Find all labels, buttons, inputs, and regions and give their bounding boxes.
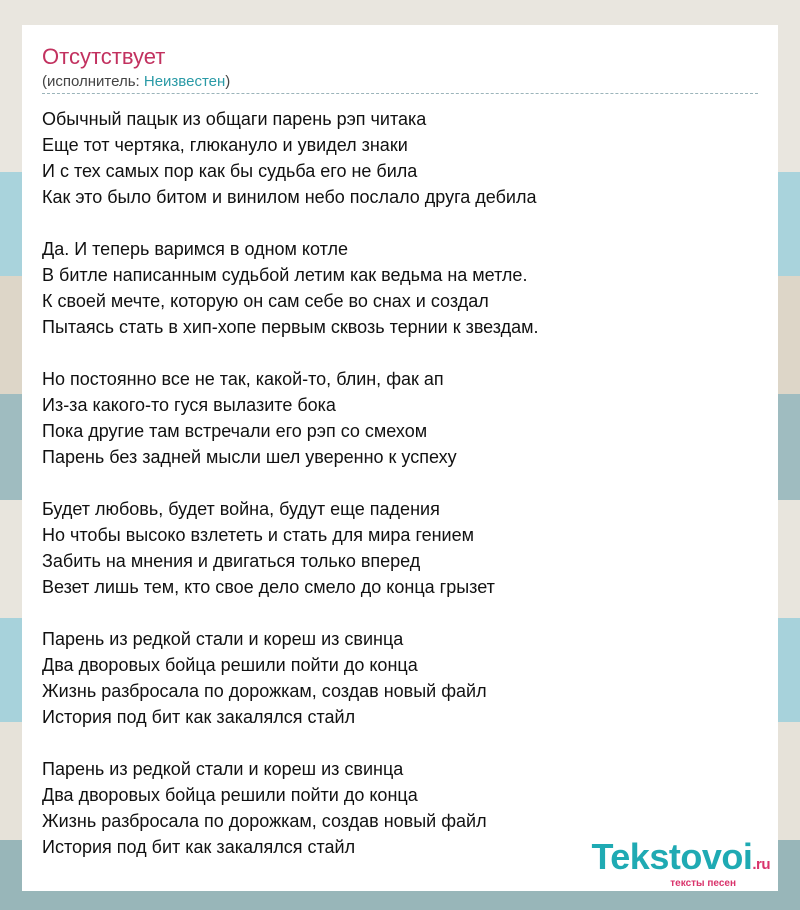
artist-prefix: (исполнитель: xyxy=(42,73,144,90)
lyrics-line: Будет любовь, будет война, будут еще падения xyxy=(42,499,440,519)
lyrics-line: Еще тот чертяка, глюкануло и увидел знаки xyxy=(42,135,408,155)
lyrics-stanza xyxy=(42,106,742,210)
song-title: Отсутствует xyxy=(42,44,166,69)
lyrics-card xyxy=(22,25,778,891)
lyrics-line: Но чтобы высоко взлететь и стать для мира гением xyxy=(42,525,474,545)
lyrics-line: Жизнь разбросала по дорожкам, создав новый файл xyxy=(42,681,487,701)
lyrics-line: История под бит как закалялся стайл xyxy=(42,837,356,857)
lyrics-line: Парень из редкой стали и кореш из свинца xyxy=(42,759,404,779)
artist-suffix: ) xyxy=(225,73,231,90)
artist-link[interactable]: Неизвестен xyxy=(143,73,226,90)
lyrics-line: Пытаясь стать в хип-хопе первым сквозь тернии к звездам. xyxy=(42,317,539,337)
lyrics-line: Жизнь разбросала по дорожкам, создав новый файл xyxy=(42,811,487,831)
lyrics-line: Из-за какого-то гуся вылазите бока xyxy=(42,395,336,415)
lyrics-stanza xyxy=(42,366,742,470)
logo-name: Tekstovoi xyxy=(591,836,753,877)
lyrics-text xyxy=(42,106,742,886)
lyrics-stanza xyxy=(42,626,742,730)
lyrics-stanza xyxy=(42,236,742,340)
lyrics-line: Пока другие там встречали его рэп со смехом xyxy=(42,421,428,441)
lyrics-line: Как это было битом и винилом небо послало друга дебила xyxy=(42,187,537,207)
lyrics-line: История под бит как закалялся стайл xyxy=(42,707,356,727)
lyrics-line: Парень без задней мысли шел уверенно к успеху xyxy=(42,447,457,467)
lyrics-line: И с тех самых пор как бы судьба его не била xyxy=(42,161,418,181)
lyrics-line: Парень из редкой стали и кореш из свинца xyxy=(42,629,404,649)
lyrics-line: Забить на мнения и двигаться только вперед xyxy=(42,551,421,571)
lyrics-stanza xyxy=(42,496,742,600)
lyrics-line: Везет лишь тем, кто свое дело смело до конца грызет xyxy=(42,577,495,597)
lyrics-line: Два дворовых бойца решили пойти до конца xyxy=(42,655,418,675)
lyrics-line: Да. И теперь варимся в одном котле xyxy=(42,239,348,259)
lyrics-line: Обычный пацык из общаги парень рэп читака xyxy=(42,109,427,129)
lyrics-line: Два дворовых бойца решили пойти до конца xyxy=(42,785,418,805)
lyrics-line: В битле написанным судьбой летим как ведьма на метле. xyxy=(42,265,528,285)
divider xyxy=(42,93,758,94)
artist-line xyxy=(42,73,230,90)
logo-tld: .ru xyxy=(752,856,770,873)
site-logo[interactable] xyxy=(591,838,770,889)
lyrics-line: К своей мечте, которую он сам себе во снах и создал xyxy=(42,291,489,311)
lyrics-line: Но постоянно все не так, какой-то, блин, фак ап xyxy=(42,369,444,389)
logo-tagline: тексты песен xyxy=(670,878,736,889)
